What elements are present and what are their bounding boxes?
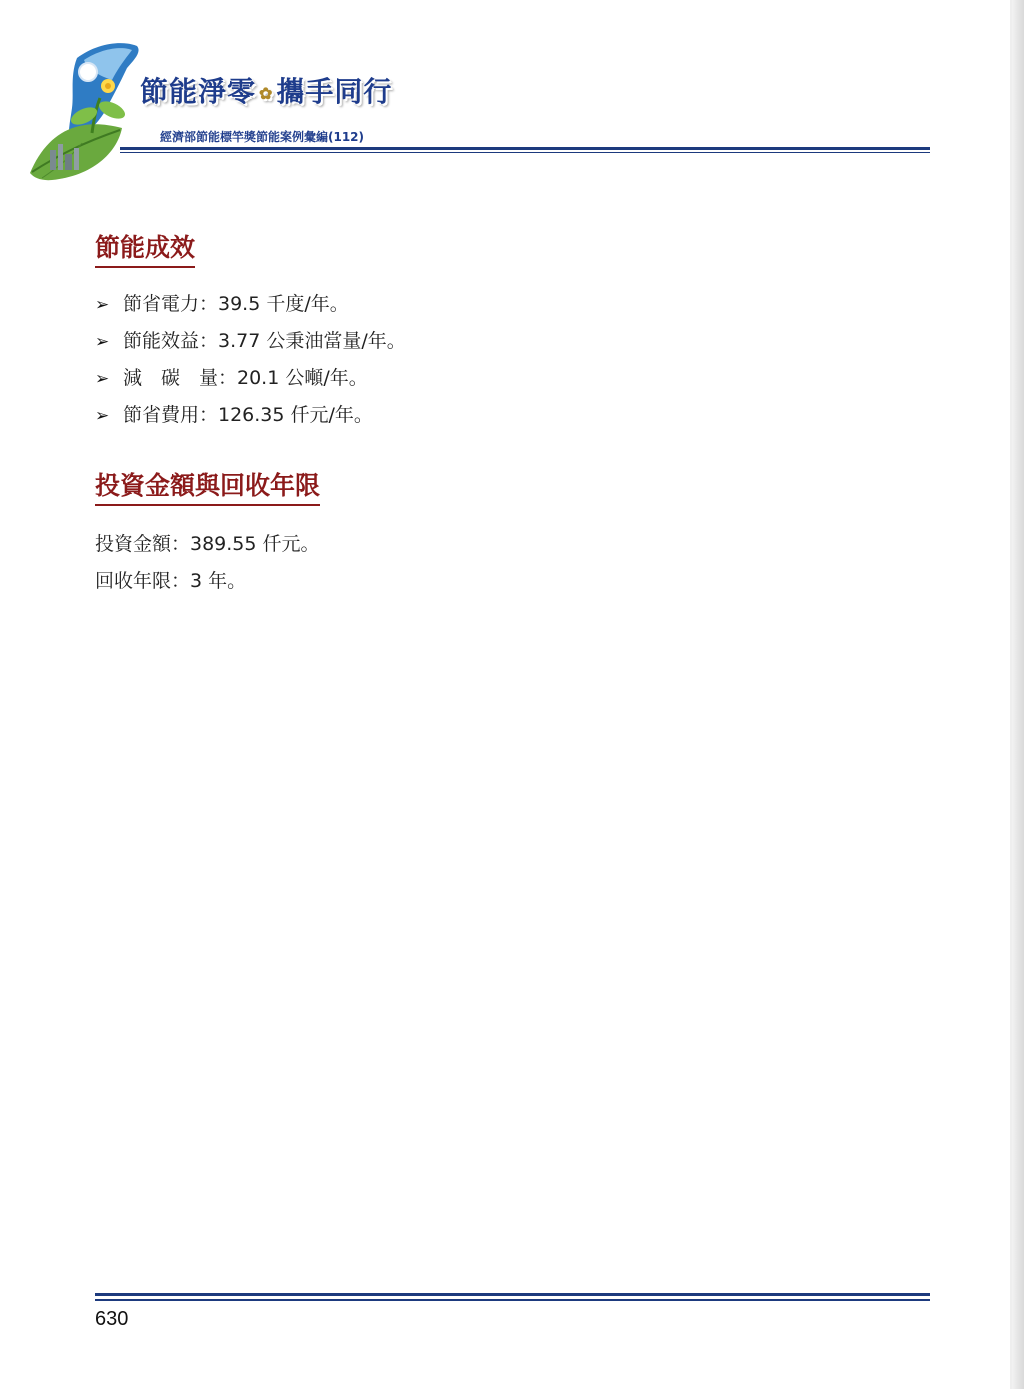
arrow-bullet-icon: ➢ <box>95 369 110 389</box>
header-subtitle: 經濟部節能標竿獎節能案例彙編(112) <box>160 130 365 144</box>
list-item-text: 節省費用：126.35 仟元/年。 <box>123 404 373 426</box>
page-header <box>0 0 1024 190</box>
page-edge-shadow <box>1012 0 1024 1389</box>
slogan-right: 攜手同行 <box>276 75 393 108</box>
list-item-text: 減 碳 量：20.1 公噸/年。 <box>123 367 368 389</box>
header-slogan <box>140 70 392 110</box>
list-item-text: 節能效益：3.77 公秉油當量/年。 <box>123 330 406 352</box>
list-item-text: 節省電力：39.5 千度/年。 <box>123 293 349 315</box>
energy-results-list <box>95 290 406 438</box>
arrow-bullet-icon: ➢ <box>95 406 110 426</box>
slogan-left: 節能淨零 <box>140 75 257 108</box>
arrow-bullet-icon: ➢ <box>95 332 110 352</box>
investment-amount-line: 投資金額：389.55 仟元。 <box>95 533 320 555</box>
investment-details <box>95 530 320 604</box>
page-number: 630 <box>95 1308 129 1330</box>
payback-period-line: 回收年限：3 年。 <box>95 570 247 592</box>
list-item <box>95 290 406 327</box>
section-title-energy-results: 節能成效 <box>95 232 195 268</box>
flower-emblem-icon: ✿ <box>259 84 274 103</box>
taiwan-leaf-logo-icon <box>22 38 192 183</box>
section-title-investment-payback: 投資金額與回收年限 <box>95 470 320 506</box>
footer-rule-thin <box>95 1299 930 1301</box>
list-item <box>95 401 406 438</box>
footer-rule <box>95 1293 930 1296</box>
list-item <box>95 327 406 364</box>
arrow-bullet-icon: ➢ <box>95 295 110 315</box>
header-rule-thin <box>120 152 930 153</box>
list-item <box>95 364 406 401</box>
header-rule <box>120 147 930 150</box>
